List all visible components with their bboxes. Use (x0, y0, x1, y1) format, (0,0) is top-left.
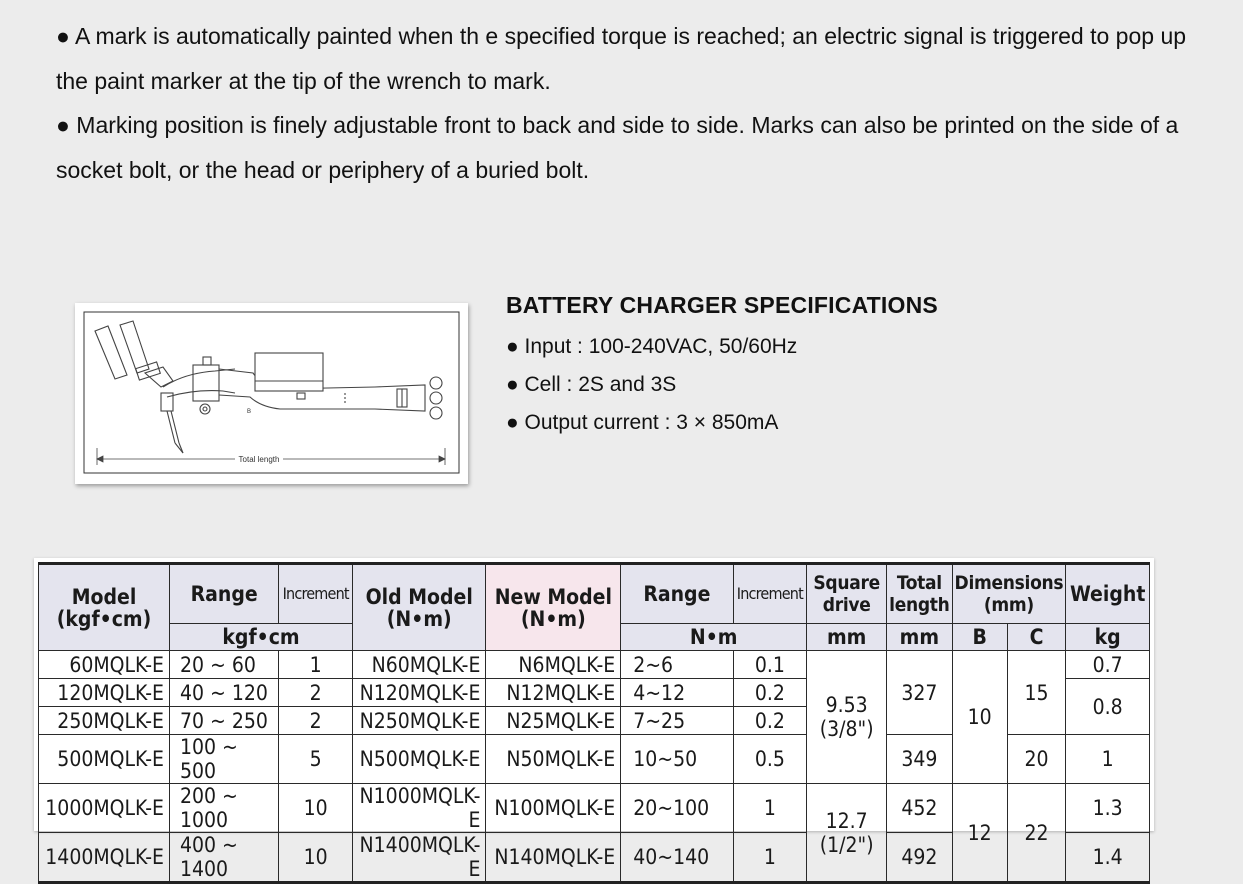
cell-weight: 1 (1066, 735, 1150, 784)
cell-weight: 0.7 (1066, 651, 1150, 679)
cell-range: 400 ~ 1400 (169, 833, 278, 883)
cell-old-model: N60MQLK-E (353, 651, 486, 679)
cell-square-drive-2: 12.7 (1/2") (807, 784, 887, 883)
table-row (39, 651, 1150, 679)
charger-title: BATTERY CHARGER SPECIFICATIONS (506, 292, 938, 318)
cell-new-model: N50MQLK-E (486, 735, 621, 784)
cell-range-nm: 40~140 (621, 833, 733, 883)
total-length-label: Total length (238, 455, 280, 464)
cell-old-model: N250MQLK-E (353, 707, 486, 735)
cell-increment: 10 (279, 833, 353, 883)
charger-output-current: ● Output current : 3 × 850mA (506, 411, 779, 434)
cell-dim-b-12: 12 (952, 784, 1007, 883)
header-increment-kgf: Increment (279, 564, 353, 624)
cell-range-nm: 2~6 (621, 651, 733, 679)
cell-range: 200 ~ 1000 (169, 784, 278, 833)
unit-kg: kg (1066, 624, 1150, 651)
cell-increment: 2 (279, 679, 353, 707)
header-square-drive: Square drive (807, 564, 887, 624)
cell-old-model: N1400MQLK-E (353, 833, 486, 883)
cell-weight: 1.4 (1066, 833, 1150, 883)
cell-increment: 2 (279, 707, 353, 735)
cell-new-model: N140MQLK-E (486, 833, 621, 883)
cell-square-drive-1: 9.53 (3/8") (807, 651, 887, 784)
spec-table-frame (34, 558, 1154, 881)
cell-length-452: 452 (887, 784, 952, 833)
unit-kgfcm: kgf•cm (169, 624, 352, 651)
cell-dim-c-20: 20 (1007, 735, 1066, 784)
header-total-length: Total length (887, 564, 952, 624)
cell-model: 1400MQLK-E (39, 833, 170, 883)
unit-mm-length: mm (887, 624, 952, 651)
cell-range-nm: 7~25 (621, 707, 733, 735)
cell-length-349: 349 (887, 735, 952, 784)
cell-increment-nm: 1 (733, 784, 807, 833)
charger-cell: ● Cell : 2S and 3S (506, 373, 677, 396)
cell-weight: 0.8 (1066, 679, 1150, 735)
cell-old-model: N1000MQLK-E (353, 784, 486, 833)
cell-model: 500MQLK-E (39, 735, 170, 784)
intro-bullet-1: ● A mark is automatically painted when th e specified torque is reached; an electric signal is triggered to pop up the paint marker at the tip of the wrench to mark. (56, 23, 1187, 94)
unit-dim-b: B (952, 624, 1007, 651)
cell-range-nm: 4~12 (621, 679, 733, 707)
wrench-diagram (75, 303, 468, 484)
cell-increment-nm: 0.1 (733, 651, 807, 679)
cell-model: 120MQLK-E (39, 679, 170, 707)
unit-dim-c: C (1007, 624, 1066, 651)
cell-length-327: 327 (887, 651, 952, 735)
cell-old-model: N500MQLK-E (353, 735, 486, 784)
b-label: B (246, 409, 252, 415)
cell-increment-nm: 0.5 (733, 735, 807, 784)
cell-increment-nm: 0.2 (733, 679, 807, 707)
intro-bullet-2: ● Marking position is finely adjustable front to back and side to side. Marks can also be printed on the side of a socket bolt, or the head or periphery of a buried bolt. (56, 112, 1179, 183)
header-weight: Weight (1066, 564, 1150, 624)
cell-new-model: N100MQLK-E (486, 784, 621, 833)
cell-dim-b-10: 10 (952, 651, 1007, 784)
spec-table (38, 562, 1150, 884)
cell-range: 20 ~ 60 (169, 651, 278, 679)
cell-range-nm: 20~100 (621, 784, 733, 833)
unit-nm: N•m (621, 624, 807, 651)
cell-new-model: N25MQLK-E (486, 707, 621, 735)
header-dimensions: Dimensions (mm) (952, 564, 1066, 624)
intro-text (56, 14, 1206, 192)
cell-new-model: N6MQLK-E (486, 651, 621, 679)
cell-range: 70 ~ 250 (169, 707, 278, 735)
cell-range: 100 ~ 500 (169, 735, 278, 784)
cell-model: 1000MQLK-E (39, 784, 170, 833)
cell-increment: 5 (279, 735, 353, 784)
charger-input: ● Input : 100-240VAC, 50/60Hz (506, 335, 798, 358)
cell-increment: 10 (279, 784, 353, 833)
header-new-model: New Model (N•m) (486, 564, 621, 651)
cell-model: 250MQLK-E (39, 707, 170, 735)
table-row (39, 784, 1150, 833)
header-model-kgf: Model (kgf•cm) (39, 564, 170, 651)
wrench-drawing-svg (75, 303, 468, 484)
cell-length-492: 492 (887, 833, 952, 883)
cell-increment-nm: 0.2 (733, 707, 807, 735)
header-range-nm: Range (621, 564, 733, 624)
cell-increment: 1 (279, 651, 353, 679)
cell-range: 40 ~ 120 (169, 679, 278, 707)
cell-model: 60MQLK-E (39, 651, 170, 679)
header-range-kgf: Range (169, 564, 278, 624)
cell-dim-c-15: 15 (1007, 651, 1066, 735)
unit-mm-square: mm (807, 624, 887, 651)
cell-range-nm: 10~50 (621, 735, 733, 784)
header-increment-nm: Increment (733, 564, 807, 624)
battery-charger-specs (506, 290, 1106, 442)
cell-weight: 1.3 (1066, 784, 1150, 833)
cell-new-model: N12MQLK-E (486, 679, 621, 707)
cell-old-model: N120MQLK-E (353, 679, 486, 707)
cell-increment-nm: 1 (733, 833, 807, 883)
header-old-model: Old Model (N•m) (353, 564, 486, 651)
cell-dim-c-22: 22 (1007, 784, 1066, 883)
